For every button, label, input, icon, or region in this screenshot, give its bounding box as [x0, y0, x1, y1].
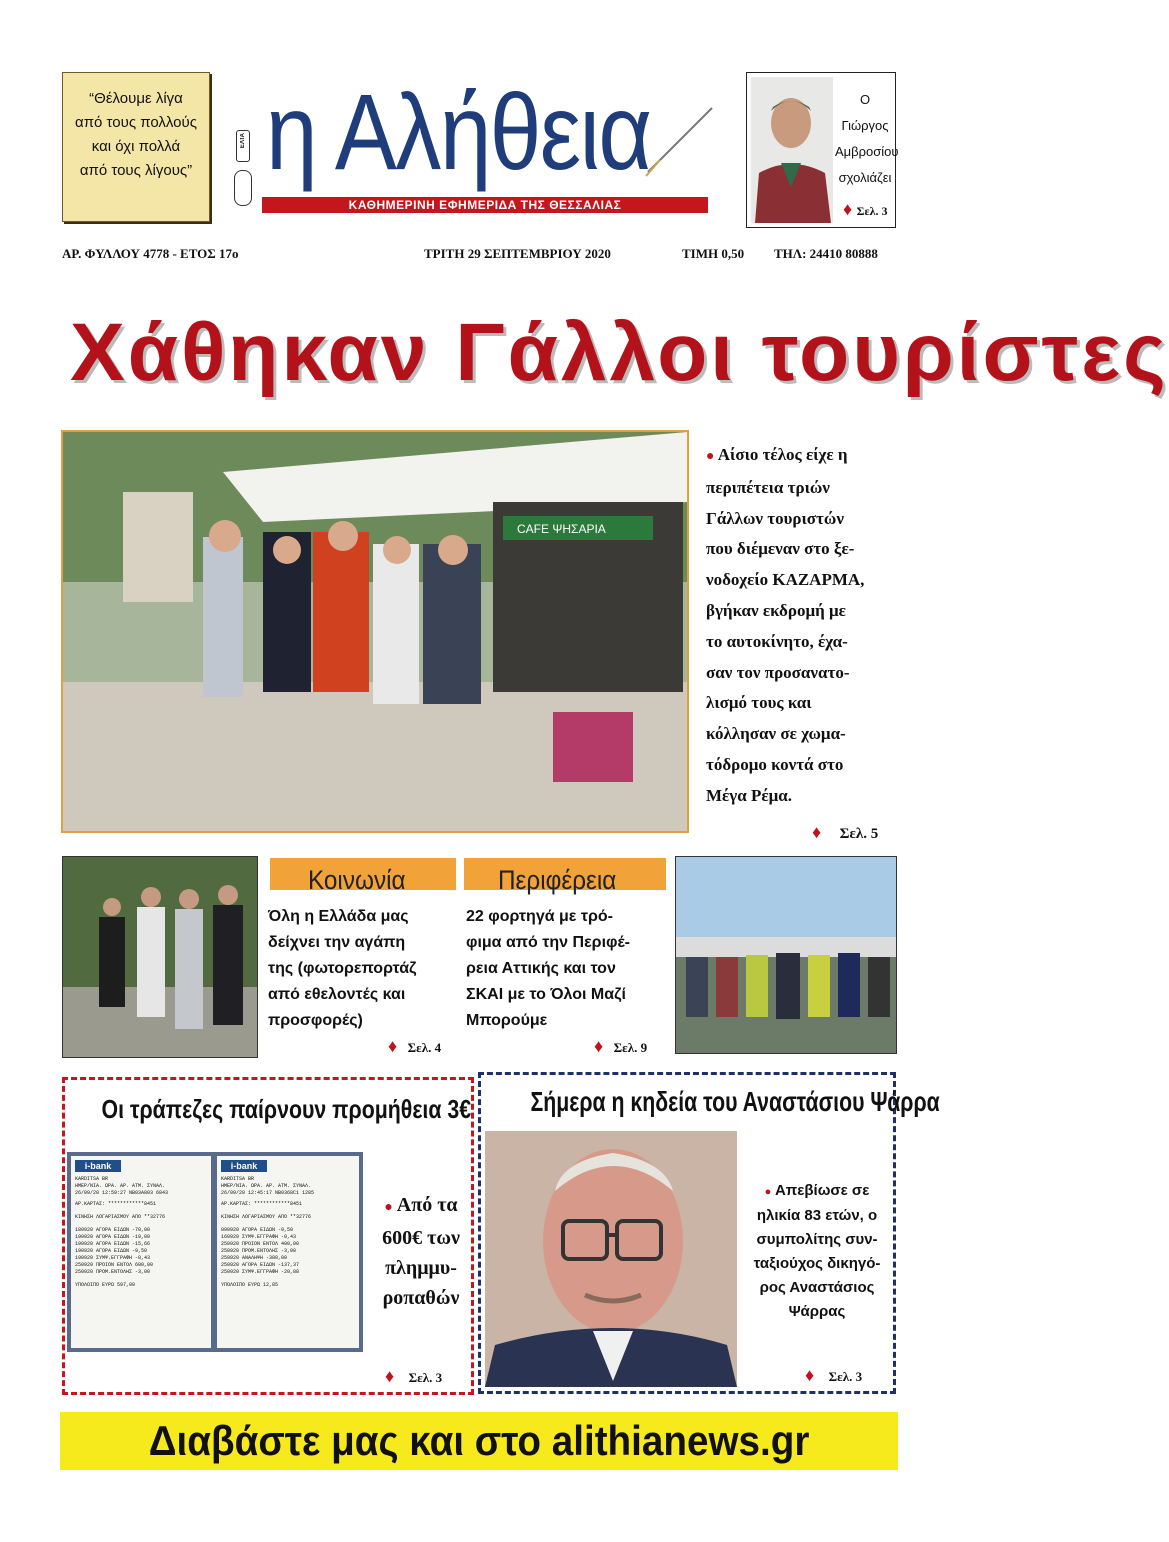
bullet-icon: ● [706, 449, 715, 464]
lead-line: που διέμεναν στο ξε- [706, 539, 855, 559]
receipt-line: ΗΜΕΡ/ΝΙΑ. ΩΡΑ. ΑΡ. ΑΤΜ. ΣΥΝΑΛ. [75, 1183, 166, 1189]
lead-line: νοδοχείο ΚΑΖΑΡΜΑ, [706, 570, 865, 590]
funeral-text [741, 1179, 893, 1324]
perifereia-line: ΣΚΑΙ με το Όλοι Μαζί [466, 986, 626, 1003]
receipt [71, 1156, 211, 1348]
bullet-icon: ● [384, 1200, 393, 1215]
columnist-box [746, 72, 899, 228]
receipt-line: KARDITSA BR [75, 1176, 109, 1182]
page-ref: Σελ. 3 [856, 204, 888, 218]
koinonia-text [268, 904, 464, 1034]
diamond-icon: ♦ [805, 1365, 815, 1385]
receipt-line: 190920 ΑΓΟΡΑ ΕΙΔΩΝ -19,00 [75, 1234, 151, 1240]
funeral-line: συμπολίτης συν- [756, 1231, 878, 1248]
motto-line: από τους πολλούς [75, 114, 197, 131]
koinonia-line: από εθελοντές και [268, 986, 406, 1003]
page-ref: Σελ. 9 [613, 1040, 648, 1055]
funeral-line: ταξιούχος δικηγό- [753, 1255, 881, 1272]
perifereia-line: 22 φορτηγά με τρό- [466, 908, 613, 925]
lead-line: το αυτοκίνητο, έχα- [706, 631, 848, 651]
koinonia-line: δείχνει την αγάπη [268, 934, 406, 951]
issue-number: ΑΡ. ΦΥΛΛΟΥ 4778 - ΕΤΟΣ 17ο [62, 246, 239, 261]
banks-line: 600€ των [382, 1227, 460, 1249]
lead-line: Αίσιο τέλος είχε η [717, 445, 848, 464]
lead-line: Μέγα Ρέμα. [706, 785, 793, 805]
koinonia-line: Όλη η Ελλάδα μας [268, 908, 409, 925]
receipts-photo [67, 1152, 363, 1352]
columnist-line: Ο Γιώργος [841, 92, 889, 133]
issue-date: ΤΡΙΤΗ 29 ΣΕΠΤΕΜΒΡΙΟΥ 2020 [424, 246, 611, 261]
perifereia-text [466, 904, 670, 1034]
receipt-line: ΚΙΝΗΣΗ ΛΟΓΑΡΙΑΣΜΟΥ ΑΠΟ **32776 [221, 1214, 312, 1220]
lead-line: λισμό τους και [706, 693, 812, 713]
banks-box [62, 1077, 474, 1395]
receipt-line: 250920 ΑΝΑΛΗΨΗ -380,00 [221, 1255, 288, 1261]
banks-text [369, 1190, 473, 1313]
bullet-icon: ● [764, 1186, 772, 1198]
columnist-line: Αμβροσίου [835, 144, 899, 159]
lead-text [706, 440, 902, 812]
receipt-line: ΑΡ.ΚΑΡΤΑΣ: ************8451 [221, 1201, 303, 1207]
funeral-line: ρος Αναστάσιος [759, 1279, 875, 1296]
receipt-line: 180920 ΑΓΟΡΑ ΕΙΔΩΝ -70,00 [75, 1227, 151, 1233]
cafe-sign: CAFE ΨΗΣΑΡΙΑ [517, 522, 606, 536]
receipt-line: 190920 ΑΓΟΡΑ ΕΙΔΩΝ -9,50 [75, 1248, 148, 1254]
main-headline: Χάθηκαν Γάλλοι τουρίστες [70, 307, 1169, 398]
diamond-icon: ♦ [388, 1036, 398, 1056]
perifereia-line: ρεια Αττικής και τον [466, 960, 616, 977]
motto-line: “Θέλουμε λίγα [89, 90, 183, 107]
columnist-photo [751, 77, 833, 223]
funeral-line: Απεβίωσε σε [774, 1182, 870, 1199]
receipt-line: ΥΠΟΛΟΙΠΟ ΕΥΡΩ 12,85 [221, 1282, 279, 1288]
lead-line: βγήκαν εκδρομή με [706, 600, 846, 620]
motto-line: και όχι πολλά [91, 138, 181, 155]
perifereia-photo [675, 856, 897, 1054]
banks-title: Οι τράπεζες παίρνουν προμήθεια 3€ [101, 1094, 472, 1124]
funeral-box [478, 1072, 940, 1394]
lead-line: Γάλλων τουριστών [706, 508, 844, 528]
koinonia-line: προσφορές) [268, 1012, 363, 1029]
website-banner-text: Διαβάστε μας και στο alithianews.gr [148, 1417, 810, 1464]
newspaper-logo: η Αλήθεια [266, 71, 651, 192]
page-ref: Σελ. 4 [407, 1040, 442, 1055]
receipt-line: 250920 ΠΡΟΜ.ΕΝΤΟΛΗΣ -3,00 [75, 1269, 151, 1275]
koinonia-line: της (φωτορεπορτάζ [268, 960, 417, 977]
receipt-line: ΑΡ.ΚΑΡΤΑΣ: ************8451 [75, 1201, 157, 1207]
banks-line: ροπαθών [382, 1287, 460, 1309]
bank-logo: i-bank [75, 1160, 121, 1172]
receipt-line: 160920 ΣΥΜΨ.ΕΓΓΡΑΦΗ -0,43 [221, 1234, 297, 1240]
funeral-title: Σήμερα η κηδεία του Αναστάσιου Ψάρρα [530, 1086, 940, 1117]
receipt-line: 090920 ΑΓΟΡΑ ΕΙΔΩΝ -9,50 [221, 1227, 294, 1233]
motto-box [62, 72, 210, 222]
receipt-line: 250920 ΑΓΟΡΑ ΕΙΔΩΝ -137,37 [221, 1262, 300, 1268]
diamond-icon: ♦ [594, 1036, 604, 1056]
postal-seal-icon [234, 170, 252, 206]
info-bar [62, 244, 896, 266]
elta-postal-icon [236, 130, 250, 162]
receipt-line: ΗΜΕΡ/ΝΙΑ. ΩΡΑ. ΑΡ. ΑΤΜ. ΣΥΝΑΛ. [221, 1183, 312, 1189]
website-banner[interactable] [60, 1412, 898, 1470]
portrait-photo [485, 1131, 737, 1387]
koinonia-photo [62, 856, 258, 1058]
diamond-icon: ♦ [843, 199, 853, 219]
page-ref: Σελ. 3 [828, 1369, 863, 1384]
receipt-line: 26/09/20 12:45:17 NB0368C1 1285 [221, 1190, 315, 1196]
elta-label: ΕΛΤΑ [240, 133, 246, 149]
receipt [217, 1156, 359, 1348]
diamond-icon: ♦ [812, 822, 822, 842]
receipt-line: 190920 ΑΓΟΡΑ ΕΙΔΩΝ -15,66 [75, 1241, 151, 1247]
perifereia-label-bar [464, 858, 666, 895]
receipt-line: ΚΙΝΗΣΗ ΛΟΓΑΡΙΑΣΜΟΥ ΑΠΟ **32776 [75, 1214, 166, 1220]
bank-logo: i-bank [221, 1160, 267, 1172]
receipt-line: 250920 ΠΡΟΙΟΝ ΕΝΤΟΛ 400,00 [221, 1241, 300, 1247]
page-ref: Σελ. 5 [839, 826, 879, 842]
banks-line: πλημμυ- [385, 1257, 457, 1279]
koinonia-label: Κοινωνία [308, 865, 406, 895]
quill-icon [640, 100, 720, 180]
lead-line: σαν τον προσανατο- [706, 662, 850, 682]
page-ref: Σελ. 3 [408, 1370, 443, 1385]
receipt-line: KARDITSA BR [221, 1176, 255, 1182]
perifereia-line: φιμα από την Περιφέ- [466, 934, 631, 951]
lead-line: κόλλησαν σε χωμα- [706, 724, 846, 744]
lead-photo [61, 430, 689, 833]
receipt-line: 190920 ΣΥΜΨ.ΕΓΓΡΑΦΗ -0,43 [75, 1255, 151, 1261]
perifereia-label: Περιφέρεια [498, 865, 617, 895]
perifereia-line: Μπορούμε [466, 1012, 548, 1029]
tagline: ΚΑΘΗΜΕΡΙΝΗ ΕΦΗΜΕΡΙΔΑ ΤΗΣ ΘΕΣΣΑΛΙΑΣ [348, 198, 622, 212]
funeral-line: ηλικία 83 ετών, ο [756, 1207, 878, 1224]
issue-price: ΤΙΜΗ 0,50 [682, 246, 745, 261]
receipt-line: 250920 ΣΥΜΨ.ΕΓΓΡΑΦΗ -20,88 [221, 1269, 300, 1275]
banks-line: Από τα [396, 1194, 458, 1216]
diamond-icon: ♦ [385, 1366, 395, 1386]
motto-line: από τους λίγους” [79, 162, 193, 179]
koinonia-label-bar [270, 858, 456, 895]
phone-number: ΤΗΛ: 24410 80888 [774, 246, 878, 261]
receipt-line: 250920 ΠΡΟΜ.ΕΝΤΟΛΗΣ -3,00 [221, 1248, 297, 1254]
tagline-bar [262, 197, 708, 213]
lead-line: τόδρομο κοντά στο [706, 754, 844, 774]
funeral-line: Ψάρρας [788, 1303, 846, 1320]
receipt-line: ΥΠΟΛΟΙΠΟ ΕΥΡΩ 597,00 [75, 1282, 136, 1288]
columnist-line: σχολιάζει [838, 170, 892, 185]
lead-line: περιπέτεια τριών [706, 477, 830, 497]
receipt-line: 26/09/20 12:59:27 NB03A803 6843 [75, 1190, 169, 1196]
receipt-line: 250920 ΠΡΟΙΟΝ ΕΝΤΟΛ 600,00 [75, 1262, 154, 1268]
